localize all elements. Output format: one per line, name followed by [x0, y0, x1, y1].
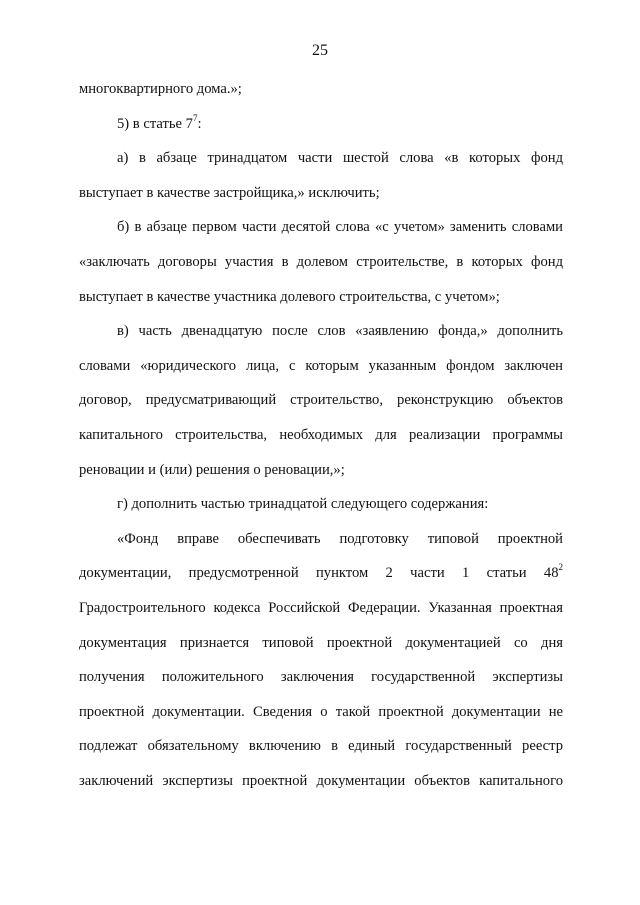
superscript: 2 — [558, 562, 563, 573]
paragraph-continuation: многоквартирного дома.»; — [79, 81, 242, 97]
page-number: 25 — [312, 42, 328, 59]
paragraph-subitem-b: б) в абзаце первом части десятой слова «с учетом» заменить словами «заключать договоры участия в долевом строительстве, в которых фонд выступает в качестве участника долевого строительства, с учетом»; — [79, 219, 563, 305]
paragraph-subitem-g: г) дополнить частью тринадцатой следующего содержания: — [117, 496, 489, 513]
paragraph-subitem-v: в) часть двенадцатую после слов «заявлению фонда,» дополнить словами «юридического лица, с которым указанным фондом заключен договор, предусматривающий строительство, реконструкцию объектов капитального строительства, необходимых для реализации программы реновации и (или) решения о реновации,»; — [79, 323, 563, 478]
paragraph-item-5: 5) в статье $7^7$: — [117, 112, 202, 132]
document-body — [79, 72, 563, 798]
superscript: 7 — [192, 112, 198, 123]
paragraph-quoted-text: «Фонд вправе обеспечивать подготовку типовой проектной документации, предусмотренной пунктом 2 части 1 статьи $48^2$ Градостроительного кодекса Российской Федерации. Указанная проектная документация признается типовой проектной документацией со дня получения положительного заключения государственной экспертизы проектной документации. Сведения о такой проектной документации не подлежат обязательному включению в единый государственный реестр заключений экспертизы проектной документации объектов капитального — [79, 530, 563, 789]
paragraph-subitem-a: а) в абзаце тринадцатом части шестой слова «в которых фонд выступает в качестве застройщика,» исключить; — [79, 150, 563, 201]
